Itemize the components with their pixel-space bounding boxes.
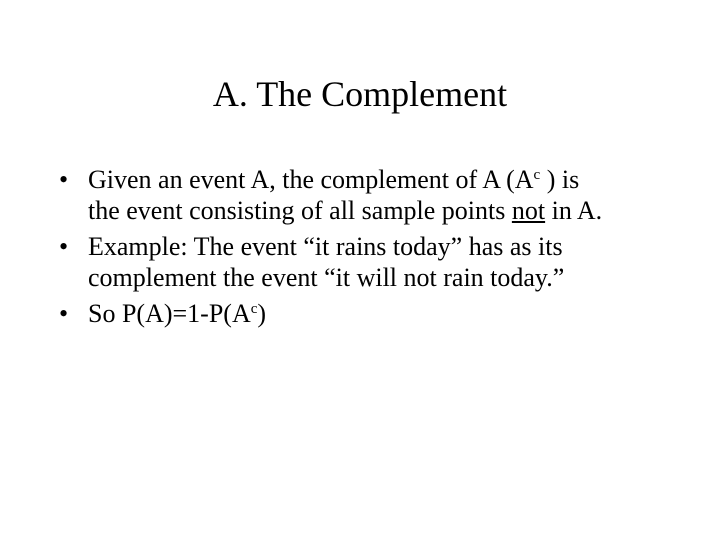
bullet-text: Given an event A, the complement of A (A: [88, 165, 534, 194]
bullet-line: complement the event “it will not rain today.”: [88, 263, 565, 292]
bullet-item-complement-definition: [56, 164, 676, 226]
bullet-list: [56, 164, 676, 334]
bullet-line: [88, 298, 676, 329]
bullet-text: ) is: [540, 165, 580, 194]
bullet-text: So P(A)=1-P(A: [88, 299, 251, 328]
superscript-c: c: [250, 301, 258, 317]
bullet-icon: •: [59, 165, 69, 194]
bullet-line: Example: The event “it rains today” has as its: [88, 232, 563, 261]
bullet-text: in A.: [545, 196, 603, 225]
bullet-text: ): [257, 299, 267, 328]
bullet-icon: •: [59, 299, 69, 328]
bullet-line: [88, 164, 676, 195]
bullet-line: [88, 195, 676, 226]
bullet-item-example: [56, 231, 676, 293]
superscript-c: c: [533, 167, 541, 183]
slide-title: A. The Complement: [212, 74, 508, 114]
bullet-icon: •: [59, 232, 69, 261]
bullet-text: the event consisting of all sample points: [88, 196, 512, 225]
underlined-word: not: [511, 196, 546, 225]
bullet-item-formula: [56, 298, 676, 329]
